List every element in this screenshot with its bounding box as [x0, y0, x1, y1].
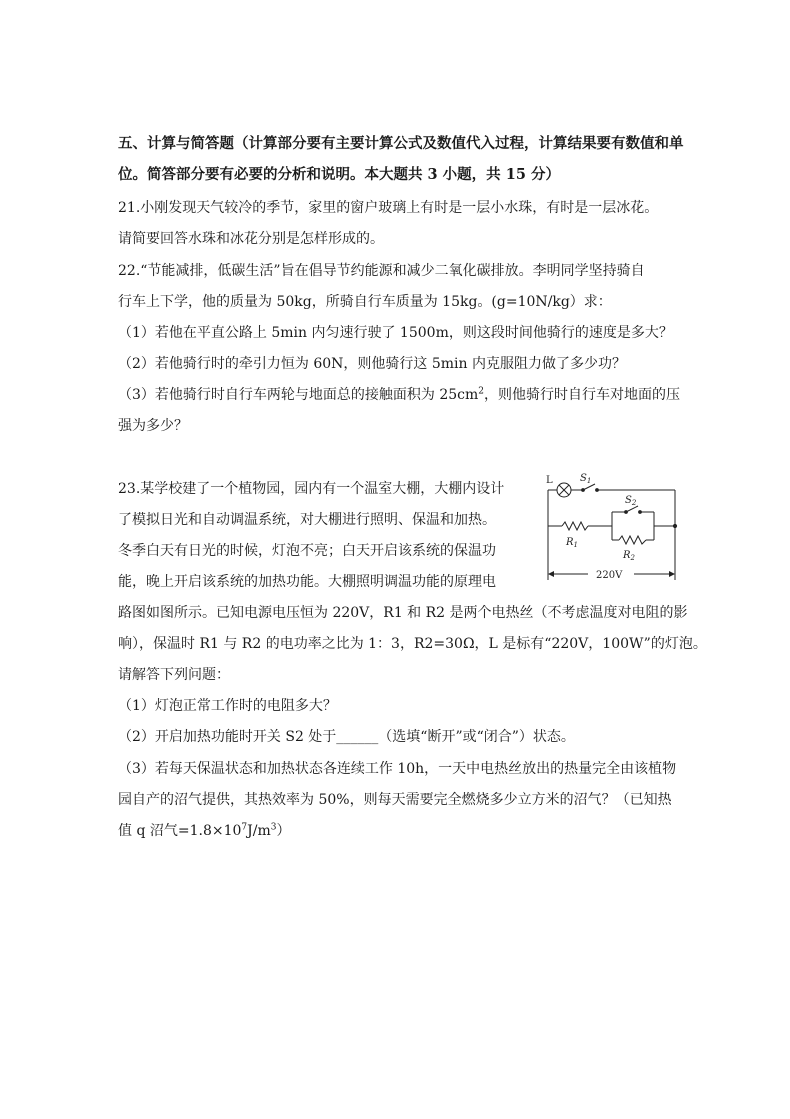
- q22-sub3-sup: 2: [478, 386, 485, 397]
- q23-line7: 请解答下列问题：: [118, 667, 230, 683]
- q23-sub1: （1）灯泡正常工作时的电阻多大？: [118, 698, 337, 714]
- label-voltage: 220V: [596, 570, 623, 581]
- q23-line2: 了模拟日光和自动调温系统，对大棚进行照明、保温和加热。: [118, 512, 496, 528]
- q23-line5: 路图如图所示。已知电源电压恒为 220V，R1 和 R2 是两个电热丝（不考虑温度对电阻的影: [118, 605, 688, 621]
- q23-line4: 能，晚上开启该系统的加热功能。大棚照明调温功能的原理电: [118, 574, 496, 590]
- q23-sub3-sup2: 3: [270, 822, 277, 833]
- q23-sub3-line3-a: 值 q 沼气=1.8×10: [118, 823, 242, 839]
- q23-sub2: （2）开启加热功能时开关 S2 处于______（选填“断开”或“闭合”）状态。: [118, 729, 575, 745]
- label-s2: $S_2$: [625, 495, 637, 507]
- q23-sub3-line3-c: ）: [276, 823, 291, 839]
- q23-line1: 23.某学校建了一个植物园，园内有一个温室大棚，大棚内设计: [118, 481, 505, 497]
- q22-sub3-line2: 强为多少？: [118, 418, 188, 434]
- q22-line1: 22.“节能减排，低碳生活”旨在倡导节约能源和减少二氧化碳排放。李明同学坚持骑自: [118, 263, 645, 279]
- section-title-line1: 五、计算与简答题（计算部分要有主要计算公式及数值代入过程，计算结果要有数值和单: [118, 135, 684, 152]
- q22-sub3-a: （3）若他骑行时自行车两轮与地面总的接触面积为 25cm: [118, 387, 479, 403]
- q22-line2: 行车上下学，他的质量为 50kg，所骑自行车质量为 15kg。(g=10N/kg）求：: [118, 294, 612, 310]
- q23-sub3-line2: 园自产的沼气提供，其热效率为 50%，则每天需要完全燃烧多少立方米的沼气？（已知热: [118, 792, 672, 808]
- label-r2: $R_2$: [623, 550, 635, 562]
- label-r1: $R_1$: [566, 537, 578, 549]
- q22-sub3-b: ，则他骑行时自行车对地面的压: [484, 387, 681, 403]
- r2-resistor: [619, 536, 646, 544]
- q23-line6: 响），保温时 R1 与 R2 的电功率之比为 1：3，R2=30Ω，L 是标有“220V，100W”的灯泡。: [118, 636, 707, 652]
- q23-sub3-line1: （3）若每天保温状态和加热状态各连续工作 10h，一天中电热丝放出的热量完全由该植物: [118, 761, 677, 777]
- r1-resistor: [562, 522, 588, 530]
- q21-line1: 21.小刚发现天气较冷的季节，家里的窗户玻璃上有时是一层小水珠，有时是一层冰花。: [118, 200, 659, 216]
- q22-sub3: [118, 386, 680, 404]
- q21-line2: 请简要回答水珠和冰花分别是怎样形成的。: [118, 231, 384, 247]
- q22-sub2: （2）若他骑行时的牵引力恒为 60N，则他骑行这 5min 内克服阻力做了多少功？: [118, 356, 626, 372]
- q22-sub1: （1）若他在平直公路上 5min 内匀速行驶了 1500m，则这段时间他骑行的速度是多大？: [118, 325, 673, 341]
- label-l: L: [546, 475, 553, 486]
- q23-sub3-line3-b: J/m: [247, 823, 271, 839]
- q23-line3: 冬季白天有日光的时候，灯泡不亮；白天开启该系统的保温功: [118, 543, 496, 559]
- circuit-diagram: [522, 466, 682, 594]
- arrowhead-right: [669, 571, 675, 577]
- q23-sub3-sup1: 7: [241, 822, 248, 833]
- arrowhead-left: [548, 571, 554, 577]
- q23-sub3-line3: [118, 822, 290, 840]
- section-title-line2: 位。简答部分要有必要的分析和说明。本大题共 3 小题，共 15 分）: [118, 166, 560, 183]
- label-s1: $S_1$: [580, 473, 592, 485]
